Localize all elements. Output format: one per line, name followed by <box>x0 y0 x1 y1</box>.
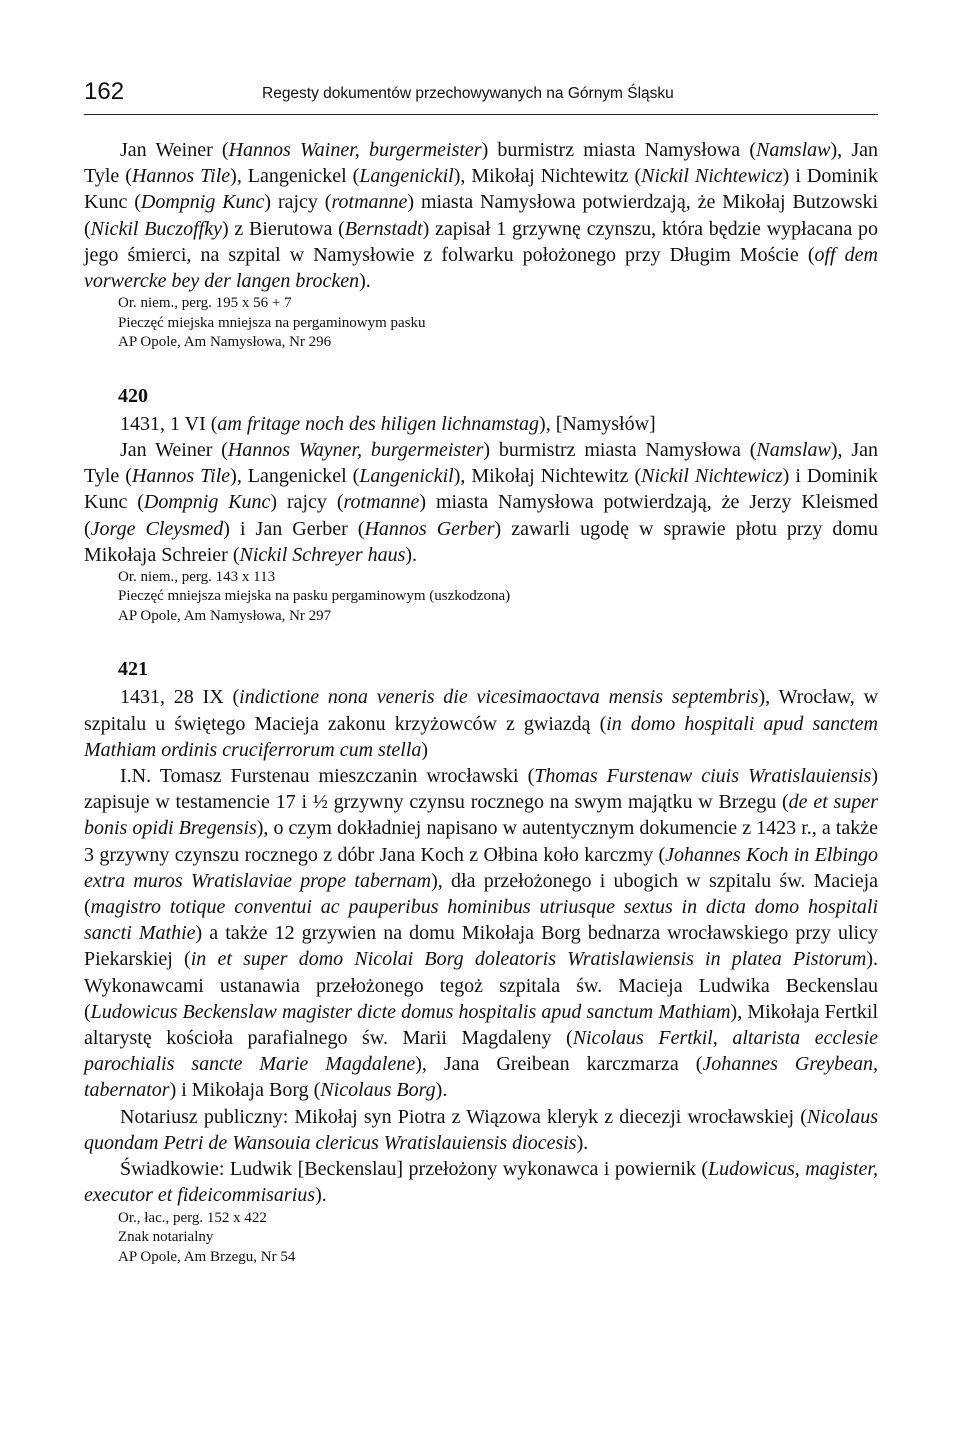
entry-419-continuation <box>84 137 878 353</box>
latin-german-quote: Hannos Gerber <box>364 517 495 540</box>
text-run: ), Mikołaj Nichtewitz ( <box>453 465 642 488</box>
text-run: ) i Dominik Kunc ( <box>84 165 878 214</box>
regest-body <box>84 763 878 1104</box>
text-run: ), Mikołaja Fertkil altarystę kościoła parafialnego św. Marii Magdaleny ( <box>84 1000 878 1050</box>
latin-german-quote: Langenickil <box>359 165 454 188</box>
latin-german-quote: Nickil Nichtewicz <box>641 465 783 488</box>
text-run: ). <box>576 1131 589 1154</box>
notarial-sign: Znak notarialny <box>118 1229 214 1245</box>
text-run: ) <box>421 738 429 761</box>
latin-german-quote: Nickil Buczoffky <box>90 217 222 240</box>
archival-metadata <box>84 1209 878 1268</box>
latin-german-quote: rotmanne <box>331 191 408 214</box>
latin-german-quote: Nickil Schreyer haus <box>239 543 406 566</box>
latin-german-quote: indictione nona veneris die vicesimaoctava mensis septembris <box>239 686 759 709</box>
latin-german-quote: Johannes Greybean, tabernator <box>84 1053 878 1102</box>
latin-german-quote: Bernstadt <box>344 217 423 240</box>
regest-body <box>84 137 878 294</box>
latin-german-quote: de et super bonis opidi Bregensis <box>84 791 878 840</box>
latin-german-quote: Hannos Wayner, burgermeister <box>227 438 484 461</box>
latin-german-quote: Jorge Cleysmed <box>90 517 224 540</box>
entry-number: 421 <box>118 658 148 681</box>
text-run: ) rajcy ( <box>264 191 332 214</box>
latin-german-quote: Thomas Furstenaw ciuis Wratislauiensis <box>534 765 872 788</box>
latin-german-quote: Johannes Koch in Elbingo extra muros Wratislaviae prope tabernam <box>84 843 878 892</box>
notary-paragraph <box>84 1104 878 1156</box>
latin-german-quote: Namslaw <box>756 438 831 461</box>
text-run: ), [Namysłów] <box>539 412 656 435</box>
text-run: ), Mikołaj Nichtewitz ( <box>453 165 642 188</box>
running-title: Regesty dokumentów przechowywanych na Górnym Śląsku <box>262 85 674 102</box>
page-header <box>84 70 878 115</box>
witnesses-paragraph <box>84 1156 878 1208</box>
text-run: Świadkowie: Ludwik [Beckenslau] przełożony wykonawca i powiernik ( <box>120 1158 709 1181</box>
page-content <box>84 137 878 1267</box>
text-run: ) zapisał 1 grzywnę czynszu, która będzie wypłacana po jego śmierci, na szpital w Namysłowie z folwarku położonego przy Długim Moście ( <box>84 217 878 266</box>
latin-german-quote: Nicolaus Borg <box>320 1079 436 1102</box>
text-run: ). <box>435 1079 448 1102</box>
text-run: ), Langenickel ( <box>230 465 360 488</box>
text-run: 1431, 28 IX ( <box>120 686 240 709</box>
text-run: I.N. Tomasz Furstenau mieszczanin wrocławski ( <box>120 765 535 788</box>
text-run: ) i Mikołaja Borg ( <box>169 1079 321 1102</box>
seal-description: Pieczęć miejska mniejsza na pergaminowym pasku <box>118 314 426 331</box>
entry-number: 420 <box>118 384 148 407</box>
text-run: Notariusz publiczny: Mikołaj syn Piotra z Wiązowa kleryk z diecezji wrocławskiej ( <box>120 1105 807 1128</box>
latin-german-quote: off dem vorwercke bey der langen brocken <box>84 243 878 293</box>
text-run: ). <box>315 1184 327 1207</box>
archive-signature: AP Opole, Am Brzegu, Nr 54 <box>118 1248 296 1265</box>
text-run: ), Langenickel ( <box>230 165 360 188</box>
archive-signature: AP Opole, Am Namysłowa, Nr 297 <box>118 607 332 624</box>
text-run: Jan Weiner ( <box>120 438 228 461</box>
original-description: Or. niem., perg. 195 x 56 + 7 <box>118 295 292 312</box>
latin-german-quote: Nicolaus quondam Petri de Wansouia clericus Wratislauiensis diocesis <box>84 1105 878 1154</box>
latin-german-quote: Nickil Nichtewicz <box>641 165 783 188</box>
text-run: ) a także 12 grzywien na domu Mikołaja Borg bednarza wrocławskiego przy ulicy Piekarskiej ( <box>84 922 878 971</box>
entry-421 <box>84 656 878 1267</box>
latin-german-quote: Dompnig Kunc <box>140 191 265 214</box>
original-description: Or., łac., perg. 152 x 422 <box>118 1209 267 1226</box>
latin-german-quote: magistro totique conventui ac pauperibus hominibus utriusque sextus in dicta domo hospitali sancti Mathie <box>84 896 878 945</box>
text-run: ), dła przełożonego i ubogich w szpitalu św. Macieja ( <box>84 869 879 919</box>
original-description: Or. niem., perg. 143 x 113 <box>118 568 276 585</box>
latin-german-quote: Nicolaus Fertkil, altarista ecclesie parochialis sancte Marie Magdalene <box>84 1027 878 1076</box>
latin-german-quote: rotmanne <box>343 491 420 514</box>
latin-german-quote: in domo hospitali apud sanctem Mathiam ordinis cruciferrorum cum stella <box>84 712 878 761</box>
text-run: ), Jana Greibean karczmarza ( <box>415 1053 703 1076</box>
text-run: ) rajcy ( <box>270 491 344 514</box>
text-run: ) zapisuje w testamencie 17 i ½ grzywny czynsu rocznego na swym majątku w Brzegu ( <box>84 765 879 814</box>
text-run: ), Jan Tyle ( <box>84 139 878 188</box>
page-number: 162 <box>84 78 125 105</box>
latin-german-quote: Ludowicus Beckenslaw magister dicte domus hospitalis apud sanctum Mathiam <box>90 1000 731 1023</box>
text-run: ), Wrocław, w szpitalu u świętego Macieja zakonu krzyżowców z gwiazdą ( <box>84 686 879 735</box>
latin-german-quote: Dompnig Kunc <box>143 491 271 514</box>
text-run: ) burmistrz miasta Namysłowa ( <box>483 438 757 461</box>
latin-german-quote: Namslaw <box>756 139 831 161</box>
latin-german-quote: am fritage noch des hiligen lichnamstag <box>217 412 540 435</box>
entry-date-place <box>84 411 878 437</box>
latin-german-quote: Hannos Tile <box>131 165 231 188</box>
text-run: ), o czym dokładniej napisano w autentycznym dokumencie z 1423 r., a także 3 grzywny czynszu rocznego z dóbr Jana Koch z Ołbina koło karczmy ( <box>84 817 878 866</box>
entry-date-place <box>84 684 878 763</box>
text-run: ) z Bierutowa ( <box>221 217 345 240</box>
latin-german-quote: Langenickil <box>359 465 454 488</box>
text-run: ). <box>405 543 418 566</box>
latin-german-quote: Hannos Wainer, burgermeister <box>228 139 482 161</box>
text-run: ) miasta Namysłowa potwierdzają, że Mikołaj Butzowski ( <box>84 191 879 240</box>
latin-german-quote: Ludowicus, magister, executor et fideicommisarius <box>84 1158 878 1207</box>
regest-body <box>84 437 878 568</box>
entry-420 <box>84 383 878 627</box>
archival-metadata <box>84 294 878 353</box>
text-run: ). <box>359 270 371 293</box>
text-run: ) miasta Namysłowa potwierdzają, że Jerzy Kleismed ( <box>84 491 878 540</box>
text-run: ) zawarli ugodę w sprawie płotu przy domu Mikołaja Schreier ( <box>84 517 878 566</box>
text-run: ) i Dominik Kunc ( <box>84 465 878 514</box>
latin-german-quote: in et super domo Nicolai Borg doleatoris Wratislawiensis in platea Pistorum <box>190 948 867 971</box>
archival-metadata <box>84 568 878 627</box>
latin-german-quote: Hannos Tile <box>131 465 231 488</box>
archive-signature: AP Opole, Am Namysłowa, Nr 296 <box>118 334 332 351</box>
text-run: ), Jan Tyle ( <box>84 438 878 488</box>
text-run: Jan Weiner ( <box>120 139 229 161</box>
text-run: 1431, 1 VI ( <box>120 412 218 435</box>
text-run: ). Wykonawcami ustanawia przełożonego tegoż szpitala św. Macieja Ludwika Beckenslau ( <box>84 948 878 1023</box>
text-run: ) i Jan Gerber ( <box>223 517 365 540</box>
text-run: ) burmistrz miasta Namysłowa ( <box>481 139 757 161</box>
seal-description: Pieczęć mniejsza miejska na pasku pergaminowym (uszkodzona) <box>118 588 511 605</box>
